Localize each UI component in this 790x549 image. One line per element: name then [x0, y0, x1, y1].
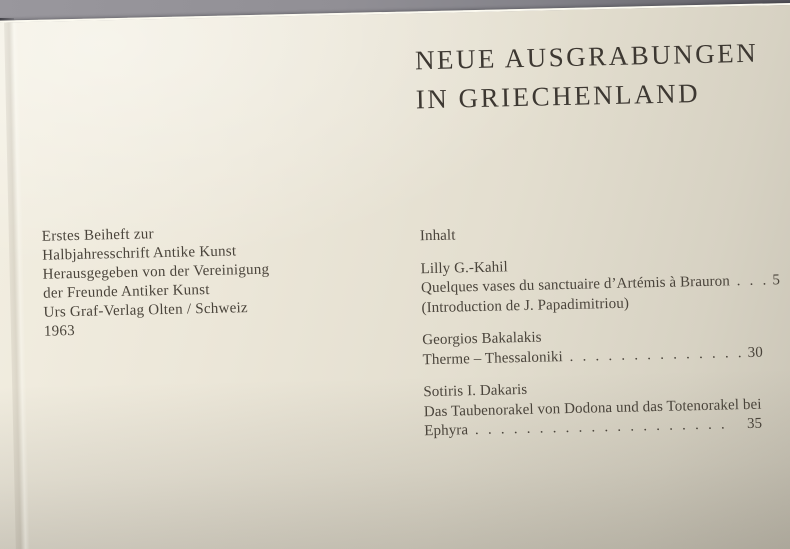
imprint-line: Herausgegeben von der Vereinigung — [42, 261, 270, 283]
toc-entry — [420, 252, 781, 318]
entry-author: Sotiris I. Dakaris — [423, 381, 528, 401]
book-title-line1: NEUE AUSGRABUNGEN — [414, 37, 759, 76]
toc-entry — [422, 324, 764, 371]
book-title — [415, 34, 760, 120]
page-number: 35 — [746, 415, 763, 433]
table-of-contents — [419, 220, 781, 442]
dot-leader: . . . — [736, 272, 767, 290]
dot-leader: . . . . . . . . . . . . . . . . . . . . — [474, 416, 725, 439]
entry-author: Lilly G.-Kahil — [420, 258, 509, 277]
imprint-line: Halbjahresschrift Antike Kunst — [42, 243, 237, 264]
imprint-year: 1963 — [43, 323, 76, 340]
imprint-block — [42, 223, 271, 342]
toc-entry — [423, 376, 762, 442]
entry-author: Georgios Bakalakis — [422, 329, 542, 349]
imprint-line: Erstes Beiheft zur — [41, 226, 154, 245]
page-number: 5 — [772, 272, 781, 289]
imprint-line: der Freunde Antiker Kunst — [42, 281, 210, 302]
entry-title-continued: Ephyra — [424, 422, 469, 440]
entry-note: (Introduction de J. Papadimitriou) — [421, 295, 630, 316]
dot-leader: . . . . . . . . . . . . . . — [569, 344, 742, 365]
book-page — [0, 2, 790, 549]
entry-title: Therme – Thessaloniki — [422, 348, 563, 368]
entry-title: Das Taubenorakel von Dodona und das Totenorakel bei — [423, 396, 762, 420]
binding-crease — [4, 22, 31, 549]
toc-heading: Inhalt — [419, 227, 456, 245]
book-title-line2: IN GRIECHENLAND — [415, 77, 701, 115]
entry-title: Quelques vases du sanctuaire d’Artémis à Brauron — [420, 273, 731, 297]
imprint-line: Urs Graf-Verlag Olten / Schweiz — [43, 300, 249, 321]
page-number: 30 — [747, 344, 764, 361]
